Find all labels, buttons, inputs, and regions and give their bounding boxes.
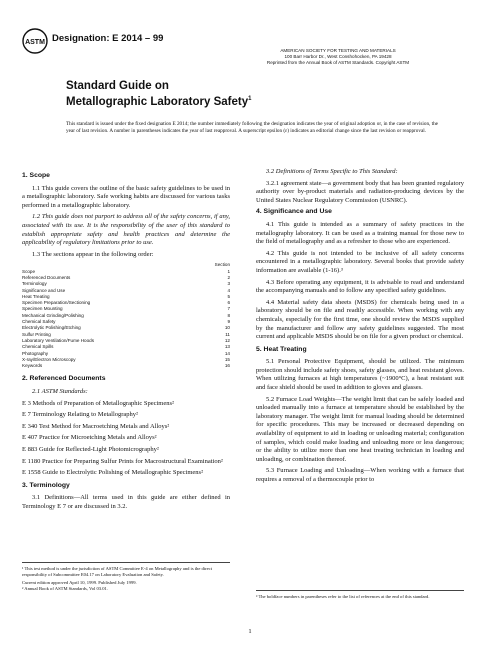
paragraph-5-1: 5.1 Personal Protective Equipment, should be utilized. The minimum protection should include safety shoes, safety glasses, and heat resistant gloves. When utilizing furnaces at high temperatures (~1900°C), a heat resistant suit and face shield should be used in addition to gloves and glasses. (256, 358, 464, 392)
toc-section-number: 11 (225, 331, 230, 337)
paragraph-4-3: 4.3 Before operating any equipment, it is advisable to read and understand the accompanying manuals and to follow any specified safety guidelines. (256, 278, 464, 295)
toc-section-name: Terminology (22, 281, 47, 287)
paragraph-5-3: 5.3 Furnace Loading and Unloading—When working with a furnace that requires a removal of a thermocouple prior to (256, 467, 464, 483)
reference-item: E 340 Test Method for Macroetching Metals and Alloys² (22, 422, 170, 430)
left-column (22, 172, 230, 515)
toc-section-name: Electrolytic Polishing/Etching (22, 325, 81, 331)
paragraph-2-1: 2.1 ASTM Standards: (32, 387, 88, 395)
title-line-2: Metallographic Laboratory Safety (66, 95, 249, 108)
toc-section-name: Specimen Preparation/Sectioning (22, 300, 91, 306)
toc-section-number: 13 (224, 344, 230, 350)
toc-section-number: 15 (224, 356, 230, 362)
paragraph-5-2: 5.2 Furnace Load Weights—The weight limit that can be safely loaded and unloaded manually into a furnace at temperature should be established by the laboratory manager. The weight limit for manual loading should be determined for specific procedures. This may be increased or decreased depending on availability of equipment to aid in loading or unloading material; configuration of samples, which could make loading and unloading more or less dangerous; or the ability to utilize more than one heat treating technician in loading and unloading, or combination thereof. (256, 395, 464, 463)
reference-list (22, 400, 230, 478)
toc-section-name: Photography (22, 350, 49, 356)
toc-section-name: Heat Treating (22, 293, 50, 299)
toc-section-number: 16 (224, 363, 230, 369)
paragraph-3-2: 3.2 Definitions of Terms Specific to This Standard: (266, 168, 398, 175)
toc-section-number: 4 (227, 287, 230, 293)
document-title (66, 80, 251, 109)
toc-section-name: Scope (22, 268, 36, 274)
reference-item: E 883 Guide for Reflected-Light Photomicrography² (22, 445, 159, 453)
toc-section-name: X-ray/Electron Microscopy (22, 356, 76, 362)
toc-section-number: 10 (224, 325, 230, 331)
paragraph-1-1: 1.1 This guide covers the outline of the basic safety guidelines to be used in a metallographic laboratory. Safe working habits are discussed for various tasks performed in a metallographic laboratory. (22, 184, 230, 209)
paragraph-4-2: 4.2 This guide is not intended to be inclusive of all safety concerns encountered in a metallographic laboratory. Several books that provide safety information are available (1-16).³ (256, 249, 464, 274)
section-heading-significance: 4. Significance and Use (256, 208, 332, 216)
toc-section-number: 9 (227, 319, 230, 325)
toc-section-number: 6 (227, 300, 230, 306)
toc-section-number: 12 (224, 337, 230, 343)
toc-section-name: Laboratory Ventilation/Fume Hoods (22, 337, 95, 343)
reference-item: E 1180 Practice for Preparing Sulfur Prints for Macrostructural Examination² (22, 457, 223, 465)
society-line: Reprinted from the Annual Book of ASTM Standards. Copyright ASTM (266, 60, 410, 65)
toc-section-name: Significance and Use (22, 287, 66, 293)
toc-section-name: Chemical Spills (22, 344, 54, 350)
section-heading-heat-treating: 5. Heat Treating (256, 345, 307, 353)
reference-item: E 7 Terminology Relating to Metallography² (22, 411, 139, 419)
paragraph-1-2: 1.2 This guide does not purport to address all of the safety concerns, if any, associated with its use. It is the responsibility of the user of this standard to establish appropriate safety and health practices and determine the applicability of regulatory limitations prior to use. (22, 213, 230, 247)
society-info (258, 48, 418, 66)
toc-section-number: 5 (227, 293, 230, 299)
society-line: AMERICAN SOCIETY FOR TESTING AND MATERIALS (280, 48, 396, 53)
right-column (256, 168, 464, 488)
toc-header: Section (214, 262, 230, 268)
astm-logo-icon (22, 28, 48, 54)
footnotes-right (256, 590, 464, 600)
toc-section-number: 2 (227, 274, 230, 280)
paragraph-3-1: 3.1 Definitions—All terms used in this guide are either defined in Terminology E 7 or are discussed in 3.2. (22, 494, 230, 510)
footnotes-left (22, 562, 230, 592)
section-heading-referenced-documents: 2. Referenced Documents (22, 375, 106, 383)
footnote-1: ¹ This test method is under the jurisdiction of ASTM Committee E-4 on Metallography and is the direct responsibility of Subcommittee E04.17 on Laboratory Evaluation and Safety. (22, 566, 212, 577)
title-line-1: Standard Guide on (66, 80, 169, 92)
footnote-2: ² Annual Book of ASTM Standards, Vol 03.01. (22, 586, 108, 591)
toc-section-number: 3 (227, 281, 230, 287)
sections-table (22, 262, 230, 369)
page-number: 1 (248, 628, 252, 635)
footnote-3: ³ The boldface numbers in parentheses refer to the list of references at the end of this standard. (256, 594, 430, 599)
toc-section-number: 14 (224, 350, 230, 356)
toc-section-name: Chemical Safety (22, 319, 56, 325)
paragraph-4-1: 4.1 This guide is intended as a summary of safety practices in the metallography laboratory. It can be used as a training manual for those new to the field of metallography and as a refresher to those who are experienced. (256, 220, 464, 246)
toc-section-number: 7 (227, 306, 230, 312)
toc-section-name: Specimen Mounting (22, 306, 63, 312)
reference-item: E 1558 Guide to Electrolytic Polishing of Metallographic Specimens² (22, 469, 204, 477)
svg-text:ASTM: ASTM (25, 39, 45, 46)
toc-section-name: Mechanical Grinding/Polishing (22, 312, 84, 318)
section-heading-scope: 1. Scope (22, 172, 50, 179)
paragraph-1-3: 1.3 The sections appear in the following order: (32, 250, 154, 258)
paragraph-4-4: 4.4 Material safety data sheets (MSDS) for chemicals being used in a laboratory should be on file and readily accessible. When working with any chemicals, especially for the first time, one should review the MSDS supplied by the manufacturer and follow any safety guidelines suggested. The most current and applicable MSDS should be on file for a given product or chemical. (256, 298, 464, 341)
footnote-1-approval: Current edition approved April 10, 1999. Published July 1999. (22, 580, 137, 585)
toc-section-number: 1 (227, 268, 230, 274)
section-heading-terminology: 3. Terminology (22, 481, 70, 489)
toc-section-name: Sulfur Printing (22, 331, 51, 337)
toc-section-name: Referenced Documents (22, 274, 71, 280)
paragraph-3-2-1: 3.2.1 agreement state—a government body that has been granted regulatory authority over by-product materials and radiation-producing devices by the United States Nuclear Regulatory Commission (USNRC). (256, 179, 464, 204)
issue-statement: This standard is issued under the fixed designation E 2014; the number immediately following the designation indicates the year of original adoption or, in the case of revision, the year of last revision. A number in parentheses indicates the year of last reapproval. A superscript epsilon (ε) indicates an editorial change since the last revision or reapproval. (66, 121, 438, 134)
society-line: 100 Barr Harbor Dr., West Conshohocken, PA 19428 (284, 54, 392, 59)
toc-row (22, 363, 230, 369)
toc-section-number: 8 (227, 312, 230, 318)
reference-item: E 407 Practice for Microetching Metals and Alloys² (22, 434, 157, 442)
title-footnote-mark: 1 (248, 96, 252, 102)
designation: Designation: E 2014 – 99 (52, 33, 164, 44)
reference-item: E 3 Methods of Preparation of Metallographic Specimens² (22, 399, 174, 407)
toc-section-name: Keywords (22, 363, 43, 369)
